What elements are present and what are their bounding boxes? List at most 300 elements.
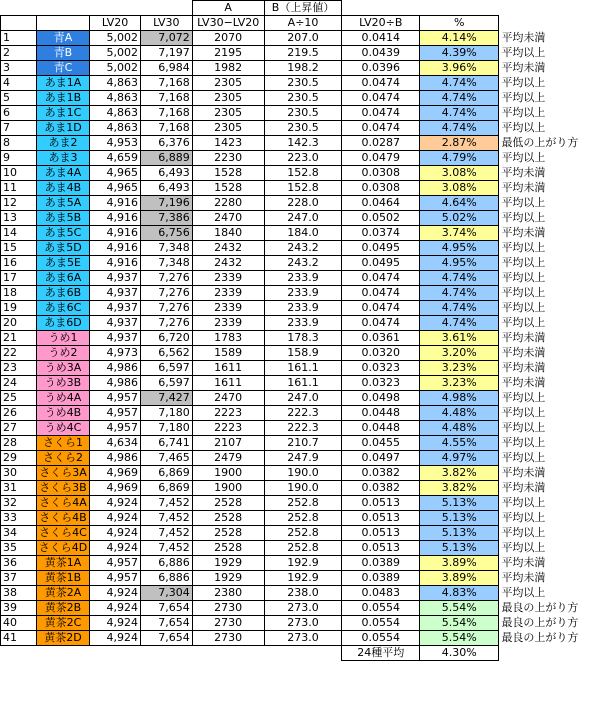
- diff-value: 1929: [192, 571, 264, 586]
- table-row: [1, 466, 611, 481]
- diff-value: 2528: [192, 526, 264, 541]
- row-number: 33: [1, 511, 37, 526]
- lv30-value: 7,386: [140, 211, 192, 226]
- diff-value: 2070: [192, 31, 264, 46]
- ratio-value: 0.0474: [342, 121, 420, 136]
- note-text: 平均以上: [501, 316, 546, 329]
- item-name: 黄茶1A: [36, 556, 89, 571]
- table-row: [1, 271, 611, 286]
- pct-value: 5.54%: [420, 616, 499, 631]
- b-value: 161.1: [264, 361, 342, 376]
- diff-value: 2528: [192, 511, 264, 526]
- lv30-value: 6,741: [140, 436, 192, 451]
- empty-cell: [192, 646, 264, 661]
- lv30-value: 6,493: [140, 166, 192, 181]
- b-value: 184.0: [264, 226, 342, 241]
- row-number: 27: [1, 421, 37, 436]
- lv30-value: 6,869: [140, 466, 192, 481]
- lv30-value: 7,304: [140, 586, 192, 601]
- pct-value: 3.20%: [420, 346, 499, 361]
- header-name: [36, 16, 89, 31]
- diff-value: 1783: [192, 331, 264, 346]
- lv20-value: 4,937: [90, 316, 141, 331]
- pct-value: 5.54%: [420, 631, 499, 646]
- item-name: あま5E: [36, 256, 89, 271]
- diff-value: 2223: [192, 421, 264, 436]
- pct-value: 3.89%: [420, 571, 499, 586]
- footer-row: [1, 646, 611, 661]
- empty-cell: [499, 1, 611, 16]
- lv20-value: 4,937: [90, 286, 141, 301]
- row-number: 36: [1, 556, 37, 571]
- item-name: うめ4A: [36, 391, 89, 406]
- note-text: 平均未満: [501, 181, 546, 194]
- note-text: 最低の上がり方: [501, 136, 579, 149]
- diff-value: 1528: [192, 166, 264, 181]
- lv20-value: 4,969: [90, 481, 141, 496]
- row-number: 18: [1, 286, 37, 301]
- lv30-value: 6,597: [140, 361, 192, 376]
- item-name: 青B: [36, 46, 89, 61]
- note-text: 平均以上: [501, 421, 546, 434]
- note-text: 平均未満: [501, 166, 546, 179]
- table-row: [1, 346, 611, 361]
- row-number: 14: [1, 226, 37, 241]
- pct-value: 2.87%: [420, 136, 499, 151]
- item-name: 青A: [36, 31, 89, 46]
- item-name: うめ1: [36, 331, 89, 346]
- ratio-value: 0.0374: [342, 226, 420, 241]
- row-number: 4: [1, 76, 37, 91]
- lv20-value: 4,634: [90, 436, 141, 451]
- note-text: 平均以上: [501, 286, 546, 299]
- table-row: [1, 136, 611, 151]
- b-value: 192.9: [264, 571, 342, 586]
- table-row: [1, 241, 611, 256]
- diff-value: 2432: [192, 256, 264, 271]
- item-name: あま2: [36, 136, 89, 151]
- note-text: 平均以上: [501, 91, 546, 104]
- lv20-value: 4,937: [90, 271, 141, 286]
- pct-value: 4.14%: [420, 31, 499, 46]
- item-name: あま5C: [36, 226, 89, 241]
- header-a-div-10: A÷10: [264, 16, 342, 31]
- b-value: 273.0: [264, 616, 342, 631]
- diff-value: 2305: [192, 91, 264, 106]
- ratio-value: 0.0320: [342, 346, 420, 361]
- lv20-value: 4,916: [90, 211, 141, 226]
- ratio-value: 0.0554: [342, 601, 420, 616]
- item-name: さくら3B: [36, 481, 89, 496]
- ratio-value: 0.0396: [342, 61, 420, 76]
- table-row: [1, 616, 611, 631]
- ratio-value: 0.0513: [342, 496, 420, 511]
- ratio-value: 0.0474: [342, 76, 420, 91]
- table-row: [1, 316, 611, 331]
- row-number: 6: [1, 106, 37, 121]
- b-value: 222.3: [264, 421, 342, 436]
- lv20-value: 4,863: [90, 121, 141, 136]
- note-text: 平均以上: [501, 406, 546, 419]
- lv30-value: 7,654: [140, 616, 192, 631]
- lv30-value: 6,984: [140, 61, 192, 76]
- diff-value: 2479: [192, 451, 264, 466]
- b-value: 247.0: [264, 391, 342, 406]
- row-number: 41: [1, 631, 37, 646]
- item-name: さくら2: [36, 451, 89, 466]
- item-name: さくら1: [36, 436, 89, 451]
- table-row: [1, 256, 611, 271]
- item-name: あま6B: [36, 286, 89, 301]
- diff-value: 1423: [192, 136, 264, 151]
- ratio-value: 0.0361: [342, 331, 420, 346]
- lv20-value: 4,659: [90, 151, 141, 166]
- lv30-value: 7,465: [140, 451, 192, 466]
- pct-value: 5.13%: [420, 526, 499, 541]
- note-text: 平均以上: [501, 271, 546, 284]
- header-corner: [1, 16, 37, 31]
- diff-value: 2730: [192, 601, 264, 616]
- row-number: 34: [1, 526, 37, 541]
- lv30-value: 6,756: [140, 226, 192, 241]
- ratio-value: 0.0389: [342, 571, 420, 586]
- table-row: [1, 391, 611, 406]
- note-text: 平均以上: [501, 121, 546, 134]
- table-row: [1, 436, 611, 451]
- header-lv30: LV30: [140, 16, 192, 31]
- note-text: 平均以上: [501, 436, 546, 449]
- table-row: [1, 631, 611, 646]
- empty-cell: [499, 16, 611, 31]
- row-number: 11: [1, 181, 37, 196]
- diff-value: 2280: [192, 196, 264, 211]
- table-row: [1, 571, 611, 586]
- row-number: 17: [1, 271, 37, 286]
- b-value: 238.0: [264, 586, 342, 601]
- lv30-value: 6,597: [140, 376, 192, 391]
- lv30-value: 6,889: [140, 151, 192, 166]
- ratio-value: 0.0498: [342, 391, 420, 406]
- lv20-value: 4,937: [90, 331, 141, 346]
- b-value: 158.9: [264, 346, 342, 361]
- table-row: [1, 76, 611, 91]
- note-text: 最良の上がり方: [501, 616, 579, 629]
- table-row: [1, 286, 611, 301]
- pct-value: 4.48%: [420, 406, 499, 421]
- item-name: あま1C: [36, 106, 89, 121]
- lv20-value: 4,965: [90, 181, 141, 196]
- lv30-value: 6,869: [140, 481, 192, 496]
- lv30-value: 7,452: [140, 526, 192, 541]
- diff-value: 1900: [192, 466, 264, 481]
- lv20-value: 5,002: [90, 61, 141, 76]
- lv20-value: 5,002: [90, 31, 141, 46]
- ratio-value: 0.0495: [342, 241, 420, 256]
- lv20-value: 4,924: [90, 511, 141, 526]
- diff-value: 2432: [192, 241, 264, 256]
- lv30-value: 7,276: [140, 316, 192, 331]
- b-value: 247.9: [264, 451, 342, 466]
- row-number: 32: [1, 496, 37, 511]
- ratio-value: 0.0382: [342, 481, 420, 496]
- empty-cell: [499, 646, 611, 661]
- empty-cell: [36, 646, 89, 661]
- b-value: 252.8: [264, 526, 342, 541]
- b-value: 142.3: [264, 136, 342, 151]
- row-number: 10: [1, 166, 37, 181]
- lv30-value: 7,276: [140, 301, 192, 316]
- note-text: 平均以上: [501, 211, 546, 224]
- lv20-value: 4,986: [90, 361, 141, 376]
- b-value: 222.3: [264, 406, 342, 421]
- diff-value: 1900: [192, 481, 264, 496]
- lv30-value: 7,276: [140, 271, 192, 286]
- ratio-value: 0.0474: [342, 271, 420, 286]
- diff-value: 1840: [192, 226, 264, 241]
- row-number: 21: [1, 331, 37, 346]
- table-row: [1, 541, 611, 556]
- diff-value: 2380: [192, 586, 264, 601]
- lv30-value: 7,348: [140, 256, 192, 271]
- lv20-value: 4,937: [90, 301, 141, 316]
- table-row: [1, 376, 611, 391]
- b-value: 233.9: [264, 316, 342, 331]
- row-number: 5: [1, 91, 37, 106]
- lv30-value: 6,886: [140, 556, 192, 571]
- lv30-value: 7,276: [140, 286, 192, 301]
- pct-value: 4.74%: [420, 121, 499, 136]
- item-name: あま6D: [36, 316, 89, 331]
- lv20-value: 4,957: [90, 391, 141, 406]
- header-lv20: LV20: [90, 16, 141, 31]
- pct-value: 4.97%: [420, 451, 499, 466]
- item-name: 黄茶2C: [36, 616, 89, 631]
- header-row: [1, 16, 611, 31]
- ratio-value: 0.0439: [342, 46, 420, 61]
- note-text: 平均以上: [501, 541, 546, 554]
- pct-value: 4.48%: [420, 421, 499, 436]
- ratio-value: 0.0448: [342, 421, 420, 436]
- lv30-value: 7,654: [140, 631, 192, 646]
- row-number: 35: [1, 541, 37, 556]
- diff-value: 2528: [192, 541, 264, 556]
- ratio-value: 0.0414: [342, 31, 420, 46]
- lv20-value: 4,953: [90, 136, 141, 151]
- pct-value: 4.98%: [420, 391, 499, 406]
- table-row: [1, 151, 611, 166]
- table-row: [1, 421, 611, 436]
- row-number: 12: [1, 196, 37, 211]
- diff-value: 2730: [192, 616, 264, 631]
- diff-value: 2230: [192, 151, 264, 166]
- ratio-value: 0.0502: [342, 211, 420, 226]
- note-text: 平均未満: [501, 226, 546, 239]
- col-label-b: B（上昇値）: [264, 1, 342, 16]
- diff-value: 2339: [192, 301, 264, 316]
- lv20-value: 4,863: [90, 76, 141, 91]
- row-number: 25: [1, 391, 37, 406]
- note-text: 平均以上: [501, 511, 546, 524]
- note-text: 平均未満: [501, 481, 546, 494]
- lv20-value: 5,002: [90, 46, 141, 61]
- item-name: うめ4B: [36, 406, 89, 421]
- table-row: [1, 91, 611, 106]
- diff-value: 2305: [192, 76, 264, 91]
- col-label-a: A: [192, 1, 264, 16]
- ratio-value: 0.0513: [342, 511, 420, 526]
- row-number: 31: [1, 481, 37, 496]
- lv30-value: 7,348: [140, 241, 192, 256]
- item-name: 黄茶1B: [36, 571, 89, 586]
- pct-value: 4.74%: [420, 91, 499, 106]
- pct-value: 3.96%: [420, 61, 499, 76]
- row-number: 7: [1, 121, 37, 136]
- diff-value: 1611: [192, 376, 264, 391]
- lv30-value: 7,452: [140, 541, 192, 556]
- item-name: あま1D: [36, 121, 89, 136]
- empty-cell: [342, 1, 420, 16]
- pct-value: 3.08%: [420, 166, 499, 181]
- item-name: あま3: [36, 151, 89, 166]
- item-name: うめ2: [36, 346, 89, 361]
- lv20-value: 4,924: [90, 496, 141, 511]
- lv30-value: 7,168: [140, 76, 192, 91]
- b-value: 210.7: [264, 436, 342, 451]
- ratio-value: 0.0495: [342, 256, 420, 271]
- diff-value: 1929: [192, 556, 264, 571]
- lv20-value: 4,924: [90, 526, 141, 541]
- lv20-value: 4,986: [90, 376, 141, 391]
- ratio-value: 0.0483: [342, 586, 420, 601]
- diff-value: 1982: [192, 61, 264, 76]
- lv20-value: 4,924: [90, 631, 141, 646]
- ratio-value: 0.0479: [342, 151, 420, 166]
- diff-value: 2339: [192, 316, 264, 331]
- b-value: 192.9: [264, 556, 342, 571]
- lv30-value: 7,168: [140, 106, 192, 121]
- note-text: 平均未満: [501, 361, 546, 374]
- lv30-value: 7,180: [140, 406, 192, 421]
- note-text: 平均以上: [501, 151, 546, 164]
- table-row: [1, 406, 611, 421]
- lv30-value: 7,168: [140, 91, 192, 106]
- table-row: [1, 496, 611, 511]
- header-ratio: LV20÷B: [342, 16, 420, 31]
- lv30-value: 6,562: [140, 346, 192, 361]
- table-row: [1, 181, 611, 196]
- table-row: [1, 166, 611, 181]
- item-name: 青C: [36, 61, 89, 76]
- lv20-value: 4,924: [90, 586, 141, 601]
- ratio-value: 0.0474: [342, 316, 420, 331]
- row-number: 23: [1, 361, 37, 376]
- item-name: あま6A: [36, 271, 89, 286]
- ratio-value: 0.0389: [342, 556, 420, 571]
- b-value: 190.0: [264, 481, 342, 496]
- diff-value: 2195: [192, 46, 264, 61]
- table-row: [1, 586, 611, 601]
- pct-value: 4.74%: [420, 271, 499, 286]
- table-row: [1, 301, 611, 316]
- row-number: 39: [1, 601, 37, 616]
- lv20-value: 4,916: [90, 241, 141, 256]
- b-value: 230.5: [264, 76, 342, 91]
- table-row: [1, 121, 611, 136]
- lv30-value: 6,376: [140, 136, 192, 151]
- lv20-value: 4,924: [90, 541, 141, 556]
- diff-value: 1589: [192, 346, 264, 361]
- table-row: [1, 451, 611, 466]
- pct-value: 5.13%: [420, 541, 499, 556]
- ratio-value: 0.0455: [342, 436, 420, 451]
- pct-value: 3.82%: [420, 466, 499, 481]
- ratio-value: 0.0554: [342, 631, 420, 646]
- note-text: 平均未満: [501, 556, 546, 569]
- pct-value: 3.61%: [420, 331, 499, 346]
- diff-value: 1528: [192, 181, 264, 196]
- pct-value: 3.82%: [420, 481, 499, 496]
- lv20-value: 4,986: [90, 451, 141, 466]
- note-text: 平均以上: [501, 106, 546, 119]
- b-value: 273.0: [264, 601, 342, 616]
- lv20-value: 4,916: [90, 196, 141, 211]
- pct-value: 4.95%: [420, 256, 499, 271]
- lv30-value: 6,886: [140, 571, 192, 586]
- table-row: [1, 601, 611, 616]
- pct-value: 4.55%: [420, 436, 499, 451]
- row-number: 16: [1, 256, 37, 271]
- note-text: 平均以上: [501, 526, 546, 539]
- diff-value: 2730: [192, 631, 264, 646]
- item-name: あま5B: [36, 211, 89, 226]
- item-name: あま4A: [36, 166, 89, 181]
- b-value: 207.0: [264, 31, 342, 46]
- row-number: 30: [1, 466, 37, 481]
- note-text: 平均以上: [501, 496, 546, 509]
- diff-value: 2305: [192, 106, 264, 121]
- empty-cell: [36, 1, 89, 16]
- item-name: うめ4C: [36, 421, 89, 436]
- pct-value: 3.08%: [420, 181, 499, 196]
- row-number: 37: [1, 571, 37, 586]
- table-row: [1, 481, 611, 496]
- diff-value: 2305: [192, 121, 264, 136]
- row-number: 13: [1, 211, 37, 226]
- note-text: 平均以上: [501, 46, 546, 59]
- pct-value: 5.13%: [420, 496, 499, 511]
- pct-value: 3.74%: [420, 226, 499, 241]
- b-value: 230.5: [264, 121, 342, 136]
- b-value: 273.0: [264, 631, 342, 646]
- lv30-value: 6,493: [140, 181, 192, 196]
- row-number: 19: [1, 301, 37, 316]
- pct-value: 3.23%: [420, 361, 499, 376]
- row-number: 2: [1, 46, 37, 61]
- lv20-value: 4,969: [90, 466, 141, 481]
- pct-value: 4.74%: [420, 301, 499, 316]
- table-row: [1, 526, 611, 541]
- b-value: 252.8: [264, 511, 342, 526]
- table-row: [1, 511, 611, 526]
- item-name: うめ3A: [36, 361, 89, 376]
- lv20-value: 4,957: [90, 406, 141, 421]
- item-name: うめ3B: [36, 376, 89, 391]
- item-name: あま4B: [36, 181, 89, 196]
- row-number: 24: [1, 376, 37, 391]
- ratio-value: 0.0308: [342, 166, 420, 181]
- diff-value: 2107: [192, 436, 264, 451]
- lv30-value: 7,427: [140, 391, 192, 406]
